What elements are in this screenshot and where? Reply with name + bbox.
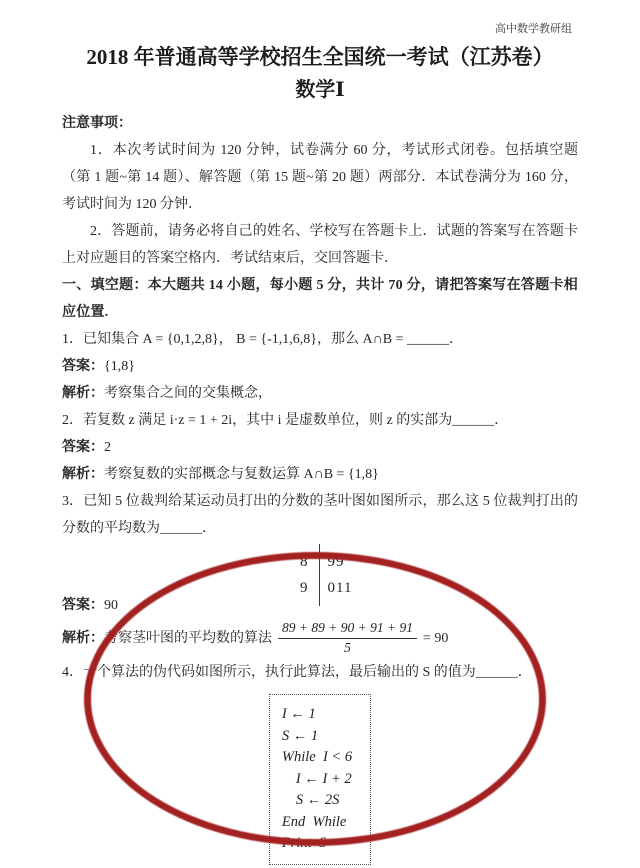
question-1: 1．已知集合 A = {0,1,2,8}， B = {-1,1,6,8}，那么 A∩B = ______．	[62, 332, 463, 347]
answer-row-1	[62, 353, 578, 380]
exam-subtitle: 数学Ⅰ	[295, 79, 345, 101]
section-heading: 一、填空题：本大题共 14 小题，每小题 5 分，共计 70 分，请把答案写在答题卡相应位置.	[62, 278, 578, 320]
question-2: 2．若复数 z 满足 i·z = 1 + 2i，其中 i 是虚数单位，则 z 的实部为______．	[62, 413, 509, 428]
question-4: 4．一个算法的伪代码如图所示，执行此算法，最后输出的 S 的值为______．	[62, 665, 532, 680]
analysis-label: 解析：	[62, 467, 104, 482]
exam-title: 2018 年普通高等学校招生全国统一考试（江苏卷）	[86, 45, 554, 69]
stem-cell: 9	[300, 580, 308, 596]
analysis-text: 考察复数的实部概念与复数运算 A∩B = {1,8}	[104, 467, 379, 482]
analysis-text: 考察茎叶图的平均数的算法	[104, 630, 272, 646]
pseudocode-line: S ← 2S	[295, 792, 340, 808]
question-3: 3．已知 5 位裁判给某运动员打出的分数的茎叶图如图所示，那么这 5 位裁判打出的分数的平均数为______．	[62, 494, 578, 536]
notice-item-1: 1．本次考试时间为 120 分钟，试卷满分 60 分，考试形式闭卷。包括填空题（第 1 题~第 14 题）、解答题（第 15 题~第 20 题）两部分．本试卷满分为 160 分，考试时间为 120 分钟．	[62, 143, 578, 212]
answer-value: {1,8}	[104, 359, 135, 374]
pseudocode-line: End While	[281, 813, 347, 830]
leaf-cell: 011	[327, 580, 353, 596]
answer-value: 2	[104, 440, 111, 455]
org-watermark: 高中数学教研组	[495, 23, 572, 35]
fraction-result: = 90	[422, 630, 449, 646]
pseudocode-line: S ← 1	[281, 727, 319, 744]
pseudocode-line: I ← 1	[281, 706, 316, 722]
pseudocode-box	[269, 694, 371, 865]
analysis-row-3	[62, 617, 578, 659]
fraction-numerator: 89 + 89 + 90 + 91 + 91	[278, 620, 417, 639]
pseudocode-line: Print S	[281, 835, 327, 851]
analysis-label: 解析：	[62, 386, 104, 401]
fraction-denominator: 5	[344, 639, 351, 655]
notice-heading: 注意事项：	[62, 116, 132, 131]
notice-item-2: 2．答题前，请务必将自己的姓名、学校写在答题卡上．试题的答案写在答题卡上对应题目的答案空格内．考试结束后，交回答题卡．	[62, 224, 578, 266]
answer-label: 答案：	[62, 440, 104, 455]
answer-row-2	[62, 434, 578, 461]
analysis-row-1	[62, 380, 578, 407]
pseudocode-line: I ← I + 2	[295, 770, 352, 787]
analysis-label: 解析：	[62, 630, 104, 646]
stem-leaf-plot	[288, 544, 353, 606]
analysis-row-2	[62, 461, 578, 488]
answer-label: 答案：	[62, 359, 104, 374]
analysis-text: 考察集合之间的交集概念，	[104, 386, 272, 401]
answer-label: 答案：	[62, 598, 104, 613]
leaf-cell: 99	[327, 554, 345, 570]
pseudocode-line: While I < 6	[281, 749, 353, 765]
stem-cell: 8	[300, 554, 308, 570]
answer-value: 90	[104, 598, 118, 613]
fraction	[278, 620, 417, 657]
stem-leaf-divider-line	[319, 544, 321, 606]
